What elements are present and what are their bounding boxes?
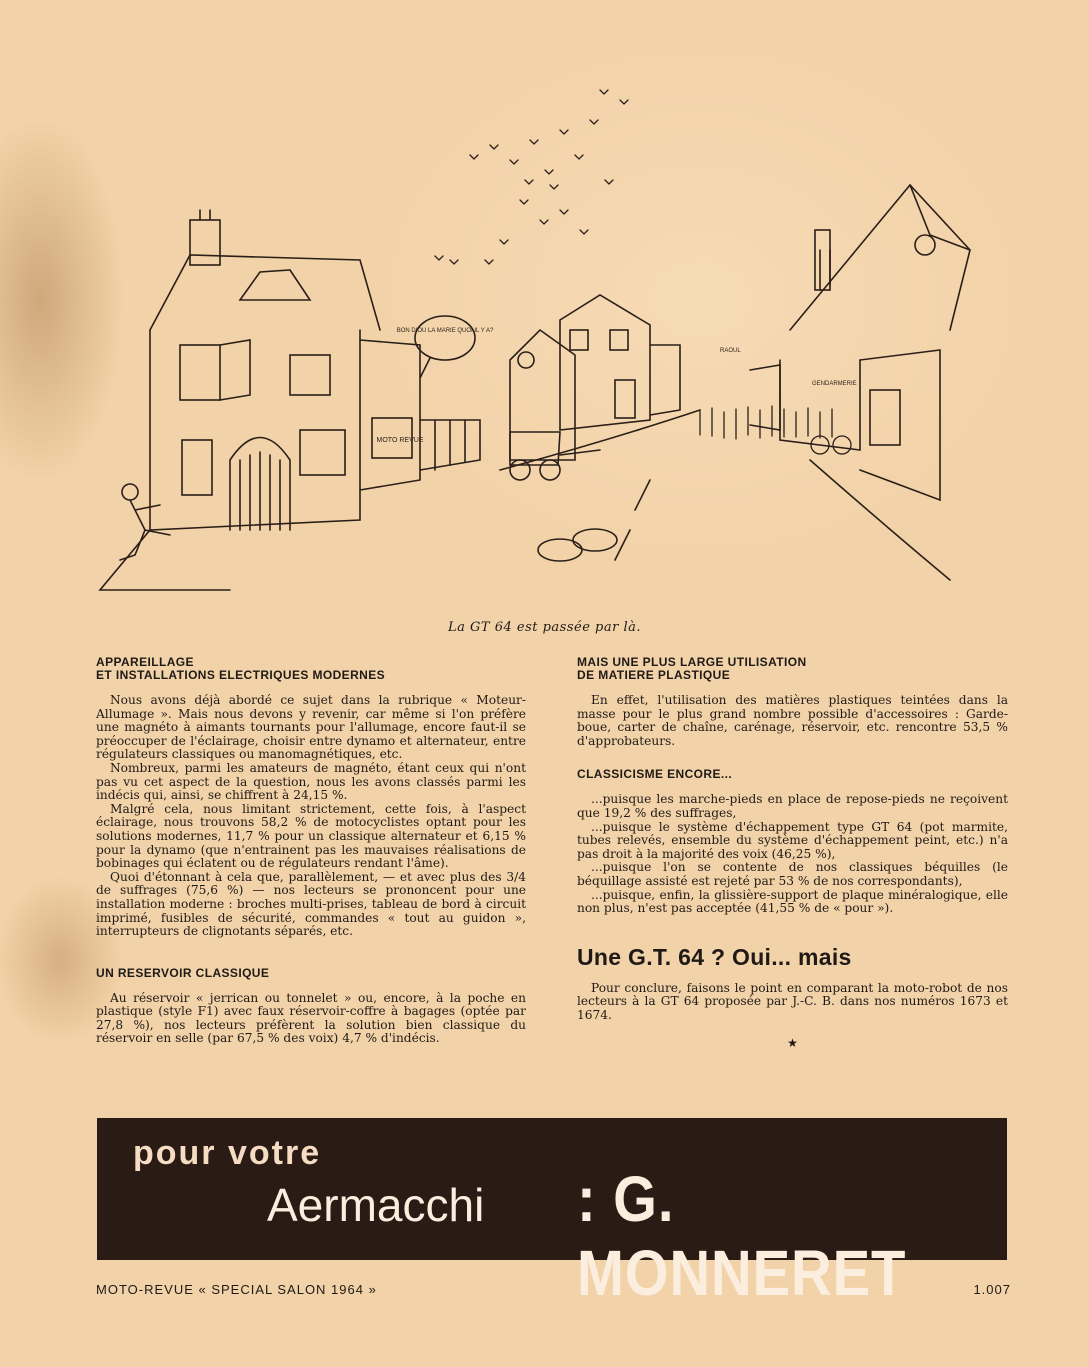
heading-gt64: Une G.T. 64 ? Oui... mais xyxy=(577,943,852,970)
speech-bubble xyxy=(415,316,475,378)
pigs xyxy=(538,529,617,561)
paragraph: Nous avons déjà abordé ce sujet dans la rubrique « Moteur-Allumage ». Mais nous devons y revenir, car même si l'on préfère une magnéto à aimants tournants pour l'allumage, encore faut-il se préoccuper de l'éclairage, choisir entre dynamo et alternateur, entre régulateurs classiques ou manomagnétiques, etc. xyxy=(96,693,526,762)
left-house xyxy=(100,210,380,590)
paragraph: ...puisque l'on se contente de nos classiques béquilles (le béquillage assisté est rejeté par 53 % de nos correspondants), xyxy=(577,860,1008,888)
paragraph: En effet, l'utilisation des matières plastiques teintées dans la masse pour le plus grand nombre possible d'accessoires : Garde-boue, carter de chaîne, carénage, réservoir, etc. rencontre 53,5 % d'approbateurs. xyxy=(577,693,1008,748)
ad-tagline: pour votre xyxy=(133,1134,322,1172)
paragraph: Malgré cela, nous limitant strictement, cette fois, à l'aspect éclairage, nous trouvons 58,2 % de motocyclistes optant pour les solutions modernes, 11,7 % pour un classique alternateur et 6,15 % pour la dynamo (que n'entrainent pas les mauvaises réalisations de bobinages qui éclatent ou de régulateurs rendant l'âme). xyxy=(96,801,526,871)
ad-brand: Aermacchi xyxy=(267,1179,485,1231)
heading-installations: ET INSTALLATIONS ELECTRIQUES MODERNES xyxy=(96,668,386,682)
raoul-sign: RAOUL xyxy=(720,348,741,354)
moto-revue-shop-sign: MOTO REVUE xyxy=(376,437,424,444)
paragraph: Nombreux, parmi les amateurs de magnéto, étant ceux qui n'ont pas vu cet aspect de la question, nous les avons classés parmi les indécis qui, ainsi, se chiffrent à 24,15 %. xyxy=(96,760,526,803)
heading-classicisme: CLASSICISME ENCORE... xyxy=(577,767,733,782)
paragraph: ...puisque, enfin, la glissière-support de plaque minéralogique, elle non plus, n'est pas acceptée (41,55 % de « pour »). xyxy=(577,887,1008,916)
page-footer xyxy=(96,1282,1011,1297)
heading-matiere: DE MATIERE PLASTIQUE xyxy=(577,668,731,682)
running-man xyxy=(120,484,170,560)
village-illustration xyxy=(90,60,1040,620)
paragraph: Pour conclure, faisons le point en comparant la moto-robot de nos lecteurs à la GT 64 proposée par J.-C. B. dans nos numéros 1673 et 1674. xyxy=(577,980,1008,1022)
page-number: 1.007 xyxy=(973,1282,1011,1297)
road xyxy=(500,410,950,580)
gendarmerie-sign: GENDARMERIE xyxy=(812,381,857,387)
paragraph: ...puisque les marche-pieds en place de repose-pieds ne reçoivent que 19,2 % des suffrages, xyxy=(577,792,1008,820)
birds-flock xyxy=(435,90,628,264)
heading-appareillage: APPAREILLAGE xyxy=(96,655,194,669)
cart xyxy=(510,432,600,480)
right-houses xyxy=(750,185,970,500)
speech-bubble-text: BON DIOU LA MARIE QUOI IL Y A? xyxy=(396,328,494,334)
footer-publication: MOTO-REVUE « SPECIAL SALON 1964 » xyxy=(96,1282,377,1297)
star-icon: ★ xyxy=(787,1035,798,1050)
illustration-caption: La GT 64 est passée par là. xyxy=(448,620,641,635)
right-column xyxy=(577,656,1008,1050)
heading-plastique: MAIS UNE PLUS LARGE UTILISATION xyxy=(577,655,807,669)
paragraph: Au réservoir « jerrican ou tonnelet » ou, encore, à la poche en plastique (style F1) avec faux réservoir-coffre à bagages (optée par 27,8 %), nos lecteurs préfèrent la solution bien classique du réservoir en selle (par 67,5 % des voix) 4,7 % d'indécis. xyxy=(96,990,526,1046)
heading-reservoir: UN RESERVOIR CLASSIQUE xyxy=(96,965,270,980)
left-column xyxy=(96,656,526,1046)
ad-dealer: : G. MONNERET xyxy=(577,1163,907,1309)
paragraph: ...puisque le système d'échappement type GT 64 (pot marmite, tubes relevés, ensemble du système d'échappement peint, etc.) n'a pas droit à la majorité des voix (46,25 %), xyxy=(577,819,1008,861)
paragraph: Quoi d'étonnant à cela que, parallèlement, — et avec plus des 3/4 de suffrages (75,6 %) — nos lecteurs se prononcent pour une installation moderne : broches multi-prises, tableau de bord à circuit imprimé, fusibles de sécurité, commandes « tout au guidon », interrupteurs de clignotants séparés, etc. xyxy=(96,869,526,939)
